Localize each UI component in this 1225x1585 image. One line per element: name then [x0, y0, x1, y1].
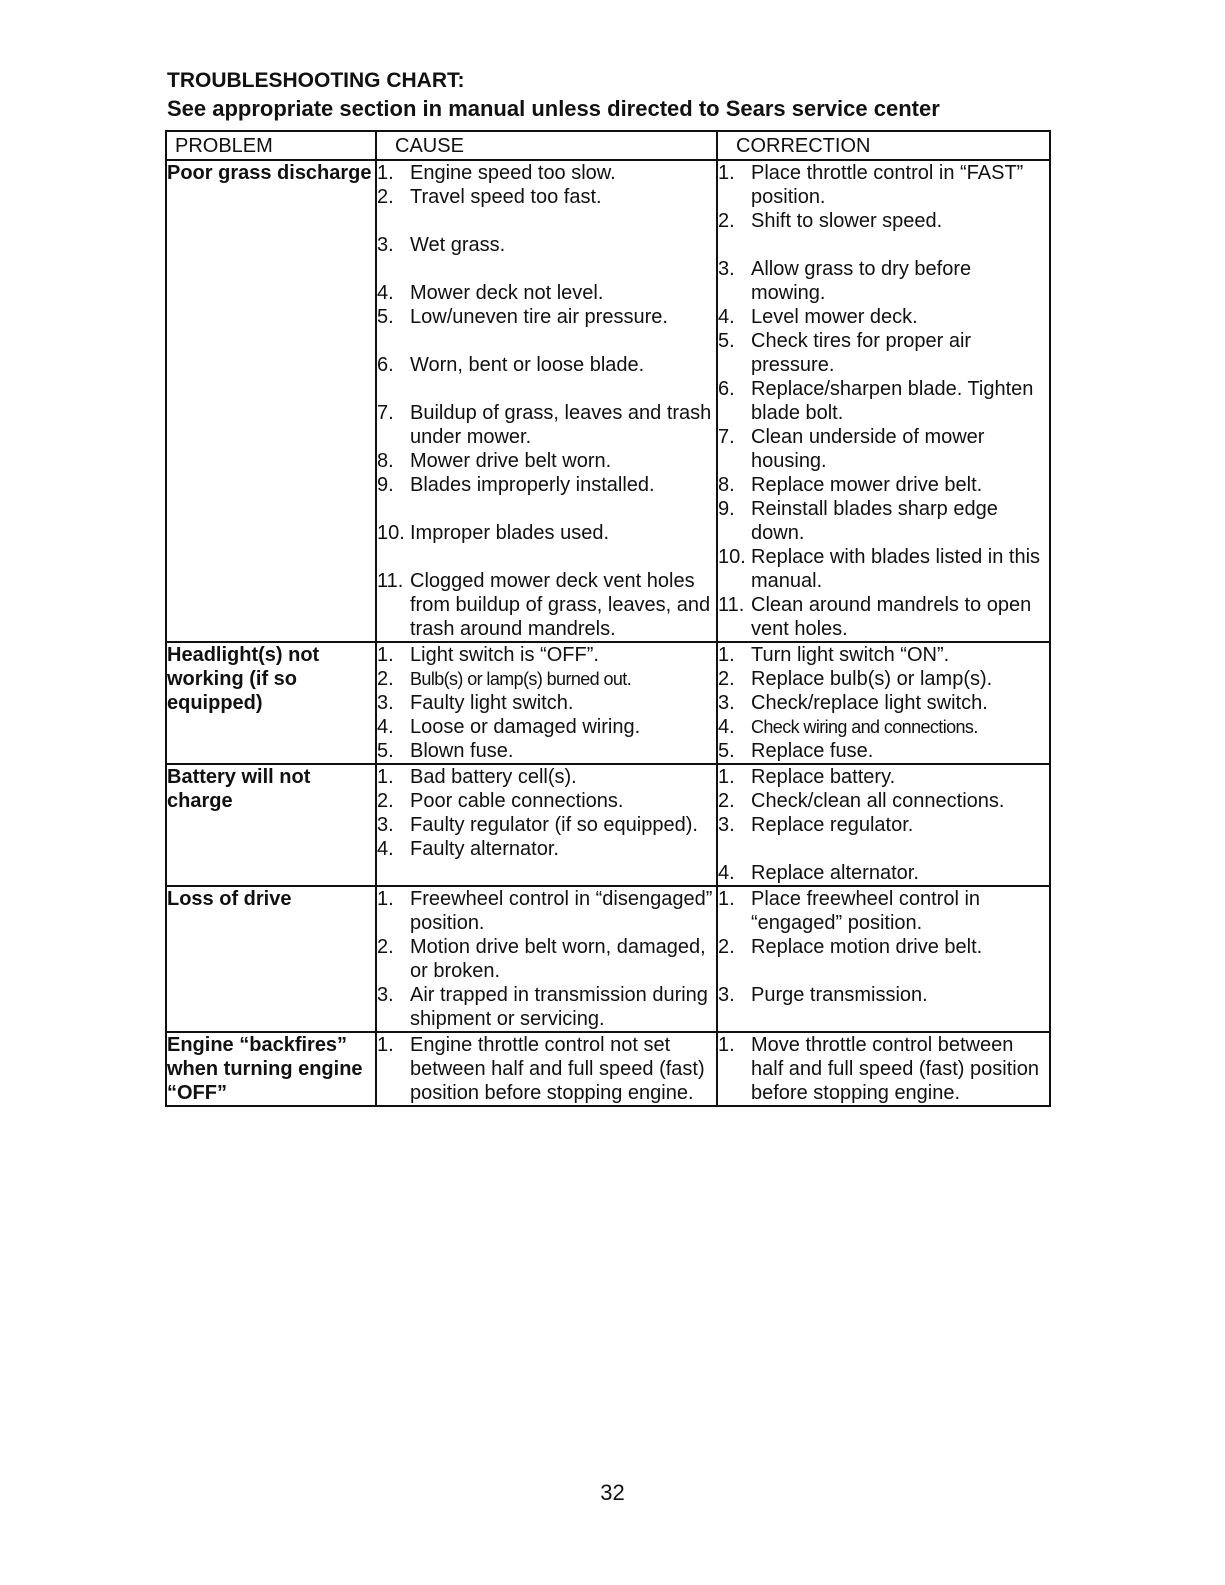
- table-row: [166, 886, 1050, 1032]
- item-text: Motion drive belt worn, damaged, or broken.: [410, 936, 706, 982]
- item-number: 1.: [718, 644, 735, 666]
- item-text: Place throttle control in “FAST” position.: [751, 162, 1024, 208]
- table-row: [166, 764, 1050, 886]
- item-text: Replace battery.: [751, 766, 896, 788]
- item-text: Engine throttle control not set between half and full speed (fast) position before stopping engine.: [410, 1034, 705, 1104]
- item-text: Replace/sharpen blade. Tighten blade bolt.: [751, 378, 1034, 424]
- item-number: 10.: [718, 546, 746, 568]
- correction-item: [718, 813, 1049, 837]
- item-text: Purge transmission.: [751, 984, 928, 1006]
- correction-item: [718, 789, 1049, 813]
- correction-item: [718, 305, 1049, 329]
- item-number: 5.: [377, 306, 394, 328]
- cause-item: [377, 521, 716, 545]
- item-text: Bulb(s) or lamp(s) burned out.: [410, 669, 632, 689]
- correction-list: [718, 161, 1049, 641]
- column-header-problem: PROBLEM: [166, 131, 376, 160]
- item-text: Freewheel control in “disengaged” position.: [410, 888, 713, 934]
- item-text: Clean underside of mower housing.: [751, 426, 985, 472]
- item-text: Clean around mandrels to open vent holes.: [751, 594, 1032, 640]
- item-number: 3.: [377, 814, 394, 836]
- correction-list: [718, 887, 1049, 1007]
- item-number: 3.: [718, 984, 735, 1006]
- item-number: 1.: [377, 766, 394, 788]
- cause-cell: [376, 160, 717, 642]
- item-text: Replace regulator.: [751, 814, 914, 836]
- cause-item: [377, 1033, 716, 1105]
- cause-item: [377, 667, 716, 691]
- page-number: 32: [600, 1480, 625, 1505]
- item-number: 1.: [377, 644, 394, 666]
- item-text: Replace fuse.: [751, 740, 874, 762]
- item-number: 4.: [377, 716, 394, 738]
- correction-cell: [717, 764, 1050, 886]
- item-number: 4.: [718, 306, 735, 328]
- table-row: [166, 160, 1050, 642]
- correction-item: [718, 161, 1049, 209]
- item-number: 1.: [718, 766, 735, 788]
- item-text: Poor cable connections.: [410, 790, 624, 812]
- correction-item: [718, 935, 1049, 959]
- correction-item: [718, 1033, 1049, 1105]
- cause-item: [377, 691, 716, 715]
- item-text: Mower drive belt worn.: [410, 450, 612, 472]
- item-text: Air trapped in transmission during shipment or servicing.: [410, 984, 708, 1030]
- item-number: 11.: [718, 594, 745, 616]
- correction-item: [718, 425, 1049, 473]
- item-number: 9.: [718, 498, 735, 520]
- cause-item: [377, 161, 716, 185]
- item-text: Check/clean all connections.: [751, 790, 1005, 812]
- item-text: Buildup of grass, leaves and trash under mower.: [410, 402, 712, 448]
- correction-cell: [717, 886, 1050, 1032]
- item-number: 4.: [718, 716, 735, 738]
- cause-cell: [376, 764, 717, 886]
- item-text: Clogged mower deck vent holes from buildup of grass, leaves, and trash around mandrels.: [410, 570, 711, 640]
- problem-cell: Loss of drive: [166, 886, 376, 1032]
- table-row: [166, 642, 1050, 764]
- cause-item: [377, 569, 716, 641]
- cause-item: [377, 887, 716, 935]
- cause-cell: [376, 642, 717, 764]
- item-number: 3.: [377, 234, 394, 256]
- item-number: 1.: [718, 1034, 735, 1056]
- correction-cell: [717, 642, 1050, 764]
- correction-item: [718, 739, 1049, 763]
- item-text: Wet grass.: [410, 234, 506, 256]
- item-number: 7.: [718, 426, 735, 448]
- item-number: 9.: [377, 474, 394, 496]
- cause-item: [377, 185, 716, 209]
- correction-item: [718, 691, 1049, 715]
- cause-list: [377, 161, 716, 641]
- correction-item: [718, 667, 1049, 691]
- correction-list: [718, 1033, 1049, 1105]
- item-number: 2.: [377, 668, 394, 690]
- item-text: Replace with blades listed in this manual.: [751, 546, 1041, 592]
- cause-item: [377, 305, 716, 329]
- item-number: 8.: [718, 474, 735, 496]
- correction-cell: [717, 160, 1050, 642]
- item-number: 2.: [718, 668, 735, 690]
- item-text: Replace bulb(s) or lamp(s).: [751, 668, 993, 690]
- correction-item: [718, 209, 1049, 233]
- item-number: 4.: [377, 838, 394, 860]
- chart-subtitle: See appropriate section in manual unless directed to Sears service center: [167, 96, 940, 121]
- correction-item: [718, 473, 1049, 497]
- item-number: 2.: [718, 790, 735, 812]
- correction-item: [718, 377, 1049, 425]
- item-number: 1.: [377, 888, 394, 910]
- cause-item: [377, 643, 716, 667]
- correction-item: [718, 643, 1049, 667]
- item-number: 1.: [377, 1034, 394, 1056]
- item-text: Engine speed too slow.: [410, 162, 616, 184]
- item-number: 5.: [718, 330, 735, 352]
- item-text: Level mower deck.: [751, 306, 918, 328]
- item-number: 1.: [718, 162, 735, 184]
- problem-cell: Battery will not charge: [166, 764, 376, 886]
- cause-cell: [376, 1032, 717, 1106]
- item-number: 2.: [718, 210, 735, 232]
- item-text: Travel speed too fast.: [410, 186, 602, 208]
- cause-list: [377, 1033, 716, 1105]
- table-body: [166, 160, 1050, 1106]
- cause-item: [377, 401, 716, 449]
- item-text: Replace motion drive belt.: [751, 936, 983, 958]
- column-header-correction: CORRECTION: [717, 131, 1050, 160]
- correction-item: [718, 861, 1049, 885]
- correction-cell: [717, 1032, 1050, 1106]
- item-text: Replace alternator.: [751, 862, 919, 884]
- item-number: 3.: [718, 814, 735, 836]
- item-text: Faulty light switch.: [410, 692, 574, 714]
- cause-item: [377, 449, 716, 473]
- item-text: Check tires for proper air pressure.: [751, 330, 972, 376]
- item-text: Blades improperly installed.: [410, 474, 655, 496]
- cause-item: [377, 353, 716, 377]
- item-number: 11.: [377, 570, 404, 592]
- item-text: Faulty regulator (if so equipped).: [410, 814, 698, 836]
- correction-item: [718, 765, 1049, 789]
- item-text: Check wiring and connections.: [751, 717, 978, 737]
- correction-item: [718, 329, 1049, 377]
- correction-item: [718, 593, 1049, 641]
- item-text: Faulty alternator.: [410, 838, 559, 860]
- cause-item: [377, 935, 716, 983]
- item-text: Move throttle control between half and full speed (fast) position before stopping engine.: [751, 1034, 1039, 1104]
- item-text: Light switch is “OFF”.: [410, 644, 599, 666]
- cause-item: [377, 473, 716, 497]
- cause-item: [377, 715, 716, 739]
- item-text: Allow grass to dry before mowing.: [751, 258, 972, 304]
- item-number: 4.: [377, 282, 394, 304]
- item-number: 1.: [718, 888, 735, 910]
- correction-item: [718, 715, 1049, 739]
- cause-item: [377, 789, 716, 813]
- cause-item: [377, 765, 716, 789]
- correction-item: [718, 887, 1049, 935]
- troubleshooting-table: [165, 130, 1051, 1107]
- item-text: Place freewheel control in “engaged” position.: [751, 888, 981, 934]
- item-text: Mower deck not level.: [410, 282, 604, 304]
- correction-item: [718, 983, 1049, 1007]
- item-number: 2.: [718, 936, 735, 958]
- problem-cell: Poor grass discharge: [166, 160, 376, 642]
- item-number: 3.: [377, 984, 394, 1006]
- cause-item: [377, 813, 716, 837]
- item-text: Check/replace light switch.: [751, 692, 988, 714]
- item-number: 4.: [718, 862, 735, 884]
- item-number: 2.: [377, 186, 394, 208]
- cause-item: [377, 233, 716, 257]
- item-number: 5.: [377, 740, 394, 762]
- item-number: 5.: [718, 740, 735, 762]
- item-number: 6.: [718, 378, 735, 400]
- cause-item: [377, 983, 716, 1031]
- cause-cell: [376, 886, 717, 1032]
- item-number: 1.: [377, 162, 394, 184]
- cause-item: [377, 281, 716, 305]
- item-number: 10.: [377, 522, 405, 544]
- item-number: 7.: [377, 402, 394, 424]
- table-row: [166, 1032, 1050, 1106]
- item-text: Loose or damaged wiring.: [410, 716, 641, 738]
- item-text: Bad battery cell(s).: [410, 766, 577, 788]
- correction-list: [718, 643, 1049, 763]
- item-number: 2.: [377, 790, 394, 812]
- column-header-cause: CAUSE: [376, 131, 717, 160]
- cause-list: [377, 765, 716, 861]
- item-text: Low/uneven tire air pressure.: [410, 306, 668, 328]
- correction-item: [718, 545, 1049, 593]
- item-text: Shift to slower speed.: [751, 210, 943, 232]
- item-text: Turn light switch “ON”.: [751, 644, 950, 666]
- item-text: Reinstall blades sharp edge down.: [751, 498, 998, 544]
- cause-item: [377, 739, 716, 763]
- problem-cell: Engine “backfires” when turning engine “OFF”: [166, 1032, 376, 1106]
- item-text: Replace mower drive belt.: [751, 474, 983, 496]
- chart-title: TROUBLESHOOTING CHART:: [167, 69, 465, 92]
- item-text: Worn, bent or loose blade.: [410, 354, 645, 376]
- correction-item: [718, 257, 1049, 305]
- correction-list: [718, 765, 1049, 885]
- cause-list: [377, 643, 716, 763]
- item-number: 3.: [718, 258, 735, 280]
- cause-list: [377, 887, 716, 1031]
- item-text: Blown fuse.: [410, 740, 514, 762]
- item-number: 3.: [377, 692, 394, 714]
- correction-item: [718, 497, 1049, 545]
- problem-cell: Headlight(s) not working (if so equipped): [166, 642, 376, 764]
- table-header-row: [166, 131, 1050, 160]
- item-number: 6.: [377, 354, 394, 376]
- item-text: Improper blades used.: [410, 522, 610, 544]
- item-number: 2.: [377, 936, 394, 958]
- cause-item: [377, 837, 716, 861]
- item-number: 3.: [718, 692, 735, 714]
- item-number: 8.: [377, 450, 394, 472]
